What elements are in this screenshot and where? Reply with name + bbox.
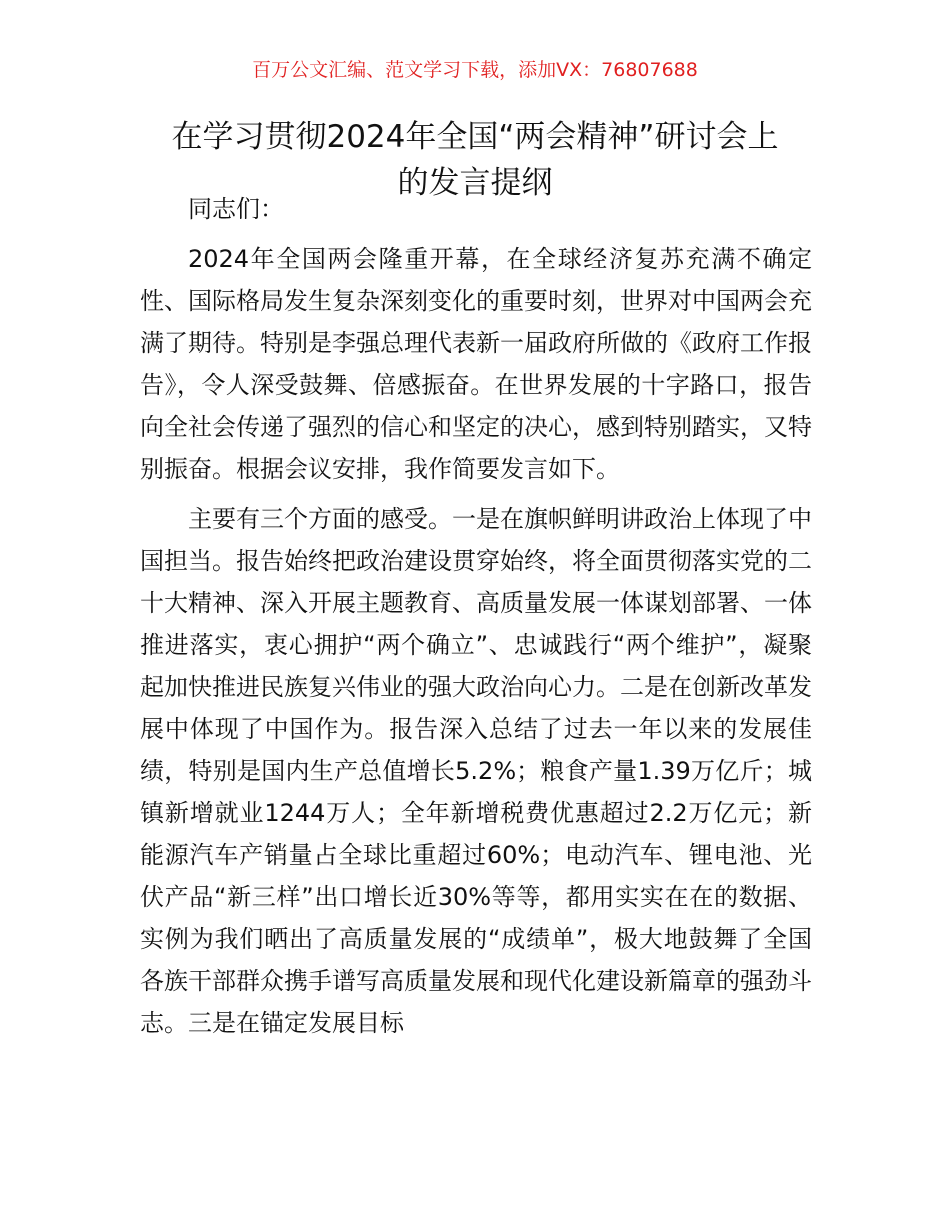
- paragraph-1: 2024年全国两会隆重开幕，在全球经济复苏充满不确定性、国际格局发生复杂深刻变化的重要时刻，世界对中国两会充满了期待。特别是李强总理代表新一届政府所做的《政府工作报告》，令人深受鼓舞、倍感振奋。在世界发展的十字路口，报告向全社会传递了强烈的信心和坚定的决心，感到特别踏实，又特别振奋。根据会议安排，我作简要发言如下。: [140, 245, 812, 483]
- title-line-1: 在学习贯彻2024年全国“两会精神”研讨会上: [171, 119, 779, 155]
- paragraph-2: 主要有三个方面的感受。一是在旗帜鲜明讲政治上体现了中国担当。报告始终把政治建设贯穿始终，将全面贯彻落实党的二十大精神、深入开展主题教育、高质量发展一体谋划部署、一体推进落实，衷心拥护“两个确立”、忠诚践行“两个维护”，凝聚起加快推进民族复兴伟业的强大政治向心力。二是在创新改革发展中体现了中国作为。报告深入总结了过去一年以来的发展佳绩，特别是国内生产总值增长5.2%；粮食产量1.39万亿斤；城镇新增就业1244万人；全年新增税费优惠超过2.2万亿元；新能源汽车产销量占全球比重超过60%；电动汽车、锂电池、光伏产品“新三样”出口增长近30%等等，都用实实在在的数据、实例为我们晒出了高质量发展的“成绩单”，极大地鼓舞了全国各族干部群众携手谱写高质量发展和现代化建设新篇章的强劲斗志。三是在锚定发展目标: [140, 505, 812, 1037]
- salutation: 同志们：: [188, 195, 284, 223]
- title-line-2: 的发言提纲: [397, 165, 553, 201]
- document-body: [140, 188, 812, 1052]
- watermark-header: 百万公文汇编、范文学习下载，添加VX：76807688: [252, 59, 698, 81]
